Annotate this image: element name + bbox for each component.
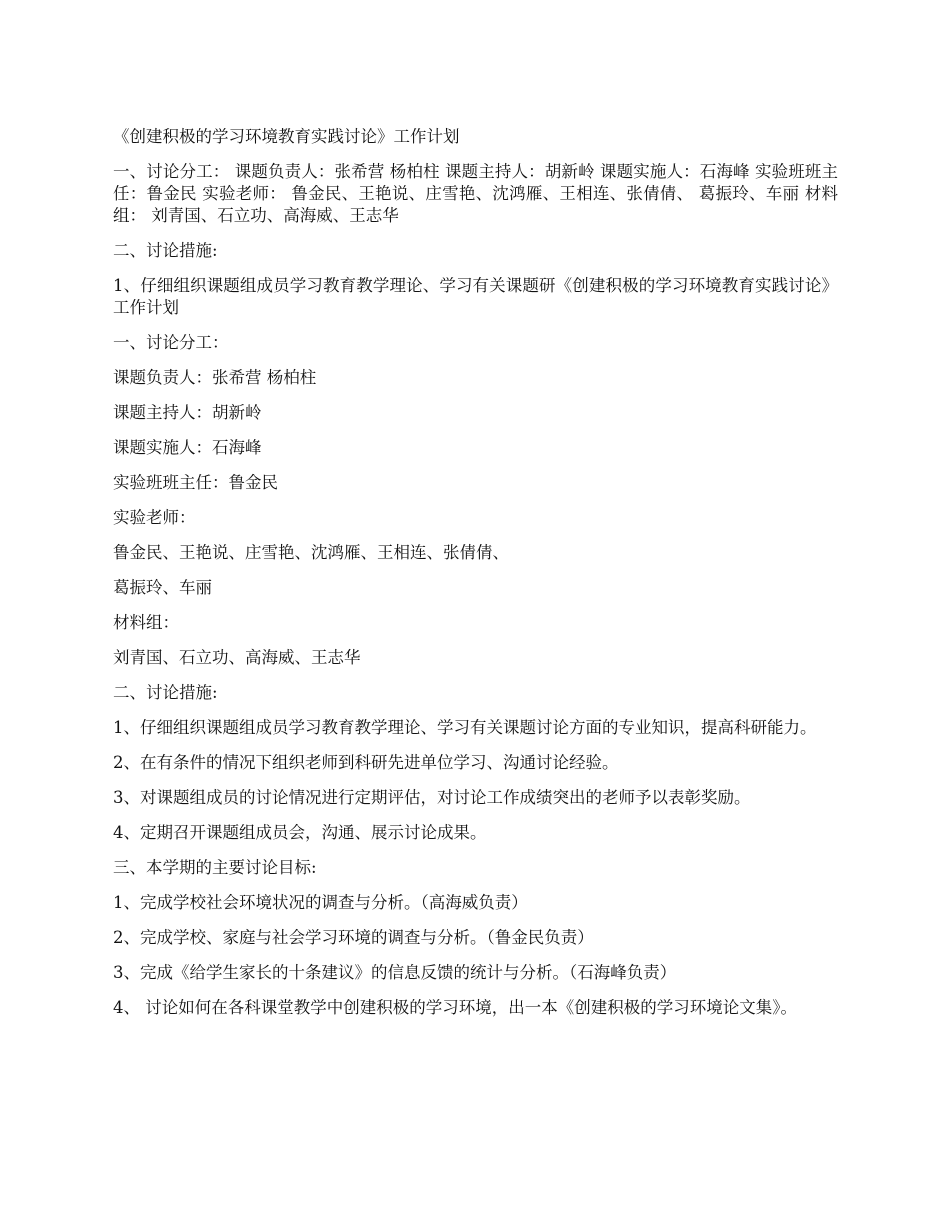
paragraph-materials-group-list: 刘青国、石立功、高海威、王志华 (113, 648, 361, 667)
document-title: 《创建积极的学习环境教育实践讨论》工作计划 (113, 127, 460, 146)
paragraph-goal-4: 4、 讨论如何在各科课堂教学中创建积极的学习环境，出一本《创建积极的学习环境论文集》。 (113, 998, 797, 1017)
paragraph-experiment-teachers-list-1: 鲁金民、王艳说、庄雪艳、沈鸿雁、王相连、张倩倩、 (113, 543, 509, 562)
paragraph-measure-4: 4、定期召开课题组成员会，沟通、展示讨论成果。 (113, 823, 487, 842)
paragraph-project-leader: 课题负责人：张希营 杨柏柱 (113, 368, 317, 387)
paragraph-project-implementer: 课题实施人：石海峰 (113, 438, 262, 457)
heading-measures: 二、讨论措施: (113, 241, 218, 260)
paragraph-measure-3: 3、对课题组成员的讨论情况进行定期评估，对讨论工作成绩突出的老师予以表彰奖励。 (113, 788, 751, 807)
document-body (113, 126, 838, 1032)
heading-division: 一、讨论分工： (113, 333, 229, 352)
paragraph-goal-3: 3、完成《给学生家长的十条建议》的信息反馈的统计与分析。（石海峰负责） (113, 963, 677, 982)
paragraph-class-teacher: 实验班班主任：鲁金民 (113, 473, 278, 492)
paragraph-project-host: 课题主持人：胡新岭 (113, 403, 262, 422)
paragraph-measure-2: 2、在有条件的情况下组织老师到科研先进单位学习、沟通讨论经验。 (113, 753, 619, 772)
paragraph-goal-2: 2、完成学校、家庭与社会学习环境的调查与分析。（鲁金民负责） (113, 928, 594, 947)
paragraph-measure-1-truncated: 1、仔细组织课题组成员学习教育教学理论、学习有关课题研《创建积极的学习环境教育实践讨论》工作计划 (113, 276, 838, 317)
heading-goals: 三、本学期的主要讨论目标: (113, 858, 317, 877)
paragraph-goal-1: 1、完成学校社会环境状况的调查与分析。（高海威负责） (113, 893, 528, 912)
paragraph-experiment-teachers-list-2: 葛振玲、车丽 (113, 578, 212, 597)
heading-measures-2: 二、讨论措施: (113, 683, 218, 702)
paragraph-division-summary: 一、讨论分工： 课题负责人：张希营 杨柏柱 课题主持人：胡新岭 课题实施人：石海峰 实验班班主任：鲁金民 实验老师： 鲁金民、王艳说、庄雪艳、沈鸿雁、王相连、张倩倩、 葛振玲、车丽 材料组： 刘青国、石立功、高海威、王志华 (113, 162, 838, 225)
paragraph-experiment-teachers-label: 实验老师： (113, 508, 196, 527)
paragraph-measure-1: 1、仔细组织课题组成员学习教育教学理论、学习有关课题讨论方面的专业知识，提高科研能力。 (113, 718, 817, 737)
paragraph-materials-group-label: 材料组： (113, 613, 179, 632)
